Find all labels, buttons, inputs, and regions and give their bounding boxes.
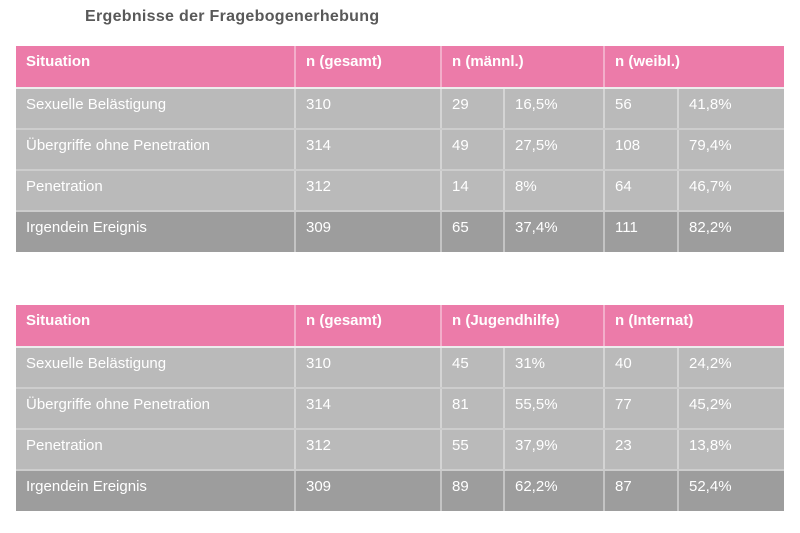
percent-cell: 62,2% (504, 470, 604, 511)
situation-cell: Sexuelle Belästigung (16, 88, 295, 129)
count-cell: 45 (441, 347, 504, 388)
n-gesamt-cell: 310 (295, 347, 441, 388)
n-gesamt-cell: 312 (295, 170, 441, 211)
count-cell: 87 (604, 470, 678, 511)
percent-cell: 45,2% (678, 388, 784, 429)
count-cell: 29 (441, 88, 504, 129)
header-n-gesamt: n (gesamt) (295, 305, 441, 347)
header-situation: Situation (16, 305, 295, 347)
count-cell: 64 (604, 170, 678, 211)
percent-cell: 46,7% (678, 170, 784, 211)
count-cell: 14 (441, 170, 504, 211)
percent-cell: 8% (504, 170, 604, 211)
percent-cell: 79,4% (678, 129, 784, 170)
situation-cell: Übergriffe ohne Penetration (16, 388, 295, 429)
results-table-by-setting (16, 305, 784, 511)
header-n-weibl: n (weibl.) (604, 46, 784, 88)
n-gesamt-cell: 310 (295, 88, 441, 129)
n-gesamt-cell: 309 (295, 470, 441, 511)
count-cell: 111 (604, 211, 678, 252)
situation-cell: Penetration (16, 170, 295, 211)
situation-cell: Irgendein Ereignis (16, 470, 295, 511)
count-cell: 49 (441, 129, 504, 170)
count-cell: 65 (441, 211, 504, 252)
table-row (16, 429, 784, 470)
count-cell: 108 (604, 129, 678, 170)
table-row (16, 388, 784, 429)
count-cell: 56 (604, 88, 678, 129)
table-row (16, 88, 784, 129)
percent-cell: 24,2% (678, 347, 784, 388)
n-gesamt-cell: 314 (295, 388, 441, 429)
percent-cell: 41,8% (678, 88, 784, 129)
table-row (16, 470, 784, 511)
percent-cell: 37,9% (504, 429, 604, 470)
n-gesamt-cell: 309 (295, 211, 441, 252)
results-table-by-gender (16, 46, 784, 252)
count-cell: 77 (604, 388, 678, 429)
percent-cell: 52,4% (678, 470, 784, 511)
n-gesamt-cell: 312 (295, 429, 441, 470)
percent-cell: 13,8% (678, 429, 784, 470)
percent-cell: 55,5% (504, 388, 604, 429)
count-cell: 81 (441, 388, 504, 429)
percent-cell: 37,4% (504, 211, 604, 252)
header-n-maennl: n (männl.) (441, 46, 604, 88)
table-row (16, 170, 784, 211)
table-header-row (16, 305, 784, 347)
page-title: Ergebnisse der Fragebogenerhebung (85, 8, 380, 25)
situation-cell: Irgendein Ereignis (16, 211, 295, 252)
percent-cell: 27,5% (504, 129, 604, 170)
table-row (16, 211, 784, 252)
header-n-gesamt: n (gesamt) (295, 46, 441, 88)
percent-cell: 82,2% (678, 211, 784, 252)
count-cell: 40 (604, 347, 678, 388)
percent-cell: 16,5% (504, 88, 604, 129)
table-header-row (16, 46, 784, 88)
count-cell: 89 (441, 470, 504, 511)
table-row (16, 347, 784, 388)
header-situation: Situation (16, 46, 295, 88)
header-n-jugendhilfe: n (Jugendhilfe) (441, 305, 604, 347)
situation-cell: Übergriffe ohne Penetration (16, 129, 295, 170)
situation-cell: Penetration (16, 429, 295, 470)
count-cell: 23 (604, 429, 678, 470)
header-n-internat: n (Internat) (604, 305, 784, 347)
percent-cell: 31% (504, 347, 604, 388)
table-row (16, 129, 784, 170)
count-cell: 55 (441, 429, 504, 470)
situation-cell: Sexuelle Belästigung (16, 347, 295, 388)
n-gesamt-cell: 314 (295, 129, 441, 170)
